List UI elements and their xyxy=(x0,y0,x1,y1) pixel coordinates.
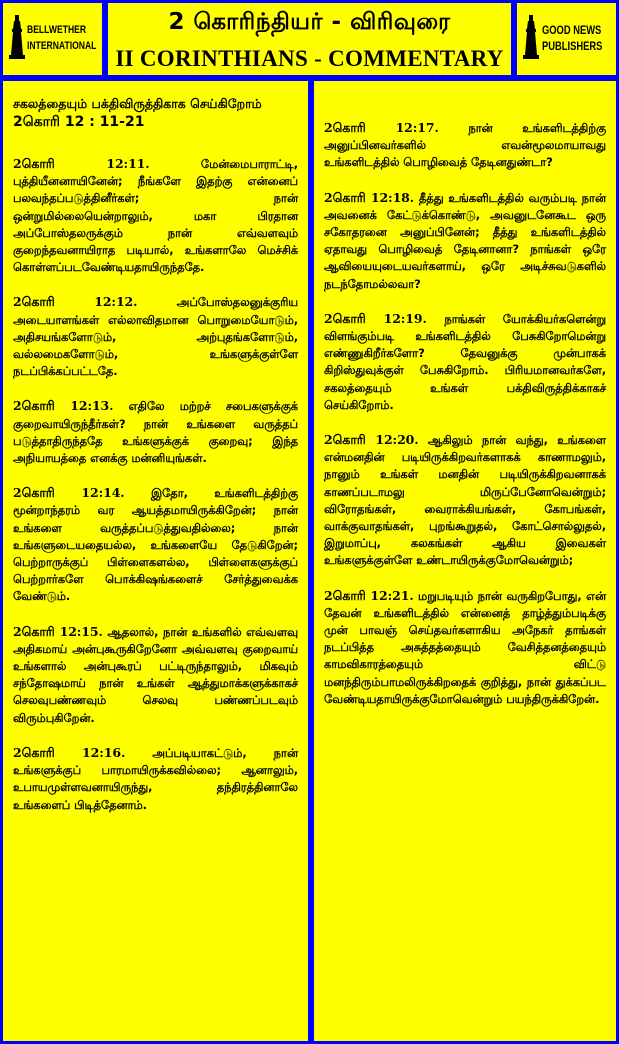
verse-reference: 2கொரி 12:18. xyxy=(324,189,415,205)
left-column xyxy=(3,81,308,1041)
verse-text: மறுபடியும் நான் வருகிறபோது, என் தேவன் உங்களிடத்தில் என்னைத் தாழ்த்தும்படிக்கு முன் பாவஞ் செய்தவர்களாகிய அநேகர் தாங்கள் நடப்பித்த அசுத்தத்தையும் வேசித்தனத்தையும் காமவிகாரத்தையும் விட்டு மனந்திரும்பாமலிருக்கிறதைக் குறித்து, நான் துக்கப்பட வேண்டியதாயிருக்குமோவென்றும் பயந்திருக்கிறேன். xyxy=(324,588,607,706)
good-news-publishers-logo xyxy=(517,3,616,75)
verse-reference: 2கொரி 12:21. xyxy=(324,587,414,603)
section-heading xyxy=(13,95,298,131)
verse-text: அப்படியாகட்டும், நான் உங்களுக்குப் பாரமாயிருக்கவில்லை; ஆனாலும், உபாயமுள்ளவனாயிருந்து, தந்திரத்தினாலே உங்களைப் பிடித்தேனாம். xyxy=(13,745,298,812)
verse-text: மேன்மைபாராட்டி, புத்தியீனனாயினேன்; நீங்களே இதற்கு என்னைப் பலவந்தப்படுத்தினீர்கள்; நான் ஒன்றுமில்லையென்றாலும், மகா பிரதான அப்போஸ்தலருக்கும் நான் எவ்வளவும் குறைந்தவனாயிராத படியால், உங்களாலே மெச்சிக் கொள்ளப்படவேண்டியதாயிருந்ததே. xyxy=(13,157,299,275)
verse-text: இதோ, உங்களிடத்திற்கு மூன்றாந்தரம் வர ஆயத்தமாயிருக்கிறேன்; நான் உங்களை வருத்தப்படுத்துவதில்லை; நான் உங்களுடையதையல்ல, உங்களையே தேடுகிறேன்; பெற்றாருக்குப் பிள்ளைகளல்ல, பிள்ளைகளுக்குப் பெற்றார்களே பொக்கிஷங்களைச் சேர்த்துவைக்க வேண்டும். xyxy=(13,486,299,604)
verse-paragraph xyxy=(324,119,606,172)
page-title-tamil: 2 கொரிந்தியர் - விரிவுரை xyxy=(168,9,451,35)
bellwether-logo-line2: INTERNATIONAL xyxy=(27,40,97,52)
section-reference: 2கொரி 12 : 11-21 xyxy=(13,114,145,130)
verse-reference: 2கொரி 12:13. xyxy=(13,398,114,414)
verse-paragraph xyxy=(13,484,298,605)
section-heading-text: சகலத்தையும் பக்திவிருத்திகாக செய்கிறோம் xyxy=(13,96,262,111)
right-column xyxy=(314,81,616,1041)
bellwether-logo-line1: BELLWETHER xyxy=(27,24,87,36)
tower-icon xyxy=(9,15,25,59)
verse-paragraph xyxy=(13,744,298,814)
verse-text: எதிலே மற்றச் சபைகளுக்குக் குறைவாயிருந்தீர்கள்? நான் உங்களை வருத்தப் படுத்தாதிருந்ததே உங்களுக்குக் குறைவு; இந்த அநியாயத்தை எனக்கு மன்னியுங்கள். xyxy=(13,399,298,466)
verse-reference: 2கொரி 12:16. xyxy=(13,744,126,760)
tower-icon xyxy=(523,15,539,59)
verse-text: ஆதலால், நான் உங்களில் எவ்வளவு அதிகமாய் அன்புகூருகிறேனோ அவ்வளவு குறைவாய் உங்களால் அன்புகூரப் பட்டிருந்தாலும், மிகவும் சந்தோஷமாய் நான் உங்கள் ஆத்துமாக்களுக்காகச் செலவுபண்ணவும் செலவு பண்ணப்படவும் விரும்புகிறேன். xyxy=(13,624,299,725)
right-verse-list xyxy=(324,119,606,708)
verse-reference: 2கொரி 12:12. xyxy=(13,294,138,310)
verse-reference: 2கொரி 12:15. xyxy=(13,623,103,639)
verse-reference: 2கொரி 12:19. xyxy=(324,310,427,326)
verse-paragraph xyxy=(324,587,606,708)
verse-paragraph xyxy=(13,155,298,276)
verse-text: நாங்கள் யோக்கியர்களென்று விளங்கும்படி உங்களிடத்தில் பேசுகிறோமென்று எண்ணுகிறீர்களோ? தேவனுக்கு முன்பாகக் கிறிஸ்துவுக்குள் பேசுகிறோம். பிரியமானவர்களே, சகலத்தையும் உங்கள் பக்திவிருத்திக்காகச் செய்கிறோம். xyxy=(324,311,606,412)
verse-text: ஆகிலும் நான் வந்து, உங்களை என்மனதின் படியிருக்கிறவர்களாகக் காணாமலும், நானும் உங்கள் மனதின் படியிருக்கிறவனாகக் காணப்படாமலு மிருப்பேனோவென்றும்; விரோதங்கள், வைராக்கியங்கள், கோபங்கள், வாக்குவாதங்கள், புறங்கூறுதல், கோட்சொல்லுதல், இறுமாப்பு, கலகங்கள் ஆகிய இவைகள் உங்களுக்குள்ளே உண்டாயிருக்குமோவென்றும்; xyxy=(324,433,606,568)
verse-reference: 2கொரி 12:20. xyxy=(324,432,419,448)
verse-paragraph xyxy=(324,189,606,293)
verse-paragraph xyxy=(13,397,298,467)
left-verse-list xyxy=(13,155,298,814)
verse-reference: 2கொரி 12:14. xyxy=(13,485,125,501)
verse-paragraph xyxy=(13,293,298,380)
verse-reference: 2கொரி 12:11. xyxy=(13,156,150,171)
verse-paragraph xyxy=(324,310,606,414)
verse-text: அப்போஸ்தலனுக்குரிய அடையாளங்கள் எல்லாவிதமான பொறுமையோடும், அதிசயங்களோடும், அற்புதங்களோடும், வல்லமைகளோடும், உங்களுக்குள்ளே நடப்பிக்கப்பட்டதே. xyxy=(13,295,299,379)
bellwether-logo xyxy=(3,3,102,75)
verse-paragraph xyxy=(13,623,298,727)
publisher-logo-line1: GOOD NEWS xyxy=(542,23,602,37)
verse-text: தீத்து உங்களிடத்தில் வரும்படி நான் அவனைக் கேட்டுக்கொண்டு, அவனுடனேகூட ஒரு சகோதரனை அனுப்பினேன்; தீத்து உங்களிடத்தில் ஏதாவது பொழிவைத் தேடினானா? நாங்கள் ஒரே ஆவியையுடையவர்களாய், ஒரே அடிச்சுவடுகளில் நடந்தோமல்லவா? xyxy=(324,190,607,291)
page-title-english: II CORINTHIANS - COMMENTARY xyxy=(115,46,504,71)
verse-text: நான் உங்களிடத்திற்கு அனுப்பினவர்களில் எவன்மூலமாயாவது உங்களிடத்தில் பொழிவைத் தேடினதுண்டா? xyxy=(324,121,606,170)
title-panel xyxy=(108,3,511,75)
publisher-logo-line2: PUBLISHERS xyxy=(542,39,603,53)
verse-reference: 2கொரி 12:17. xyxy=(324,120,439,135)
verse-paragraph xyxy=(324,431,606,570)
